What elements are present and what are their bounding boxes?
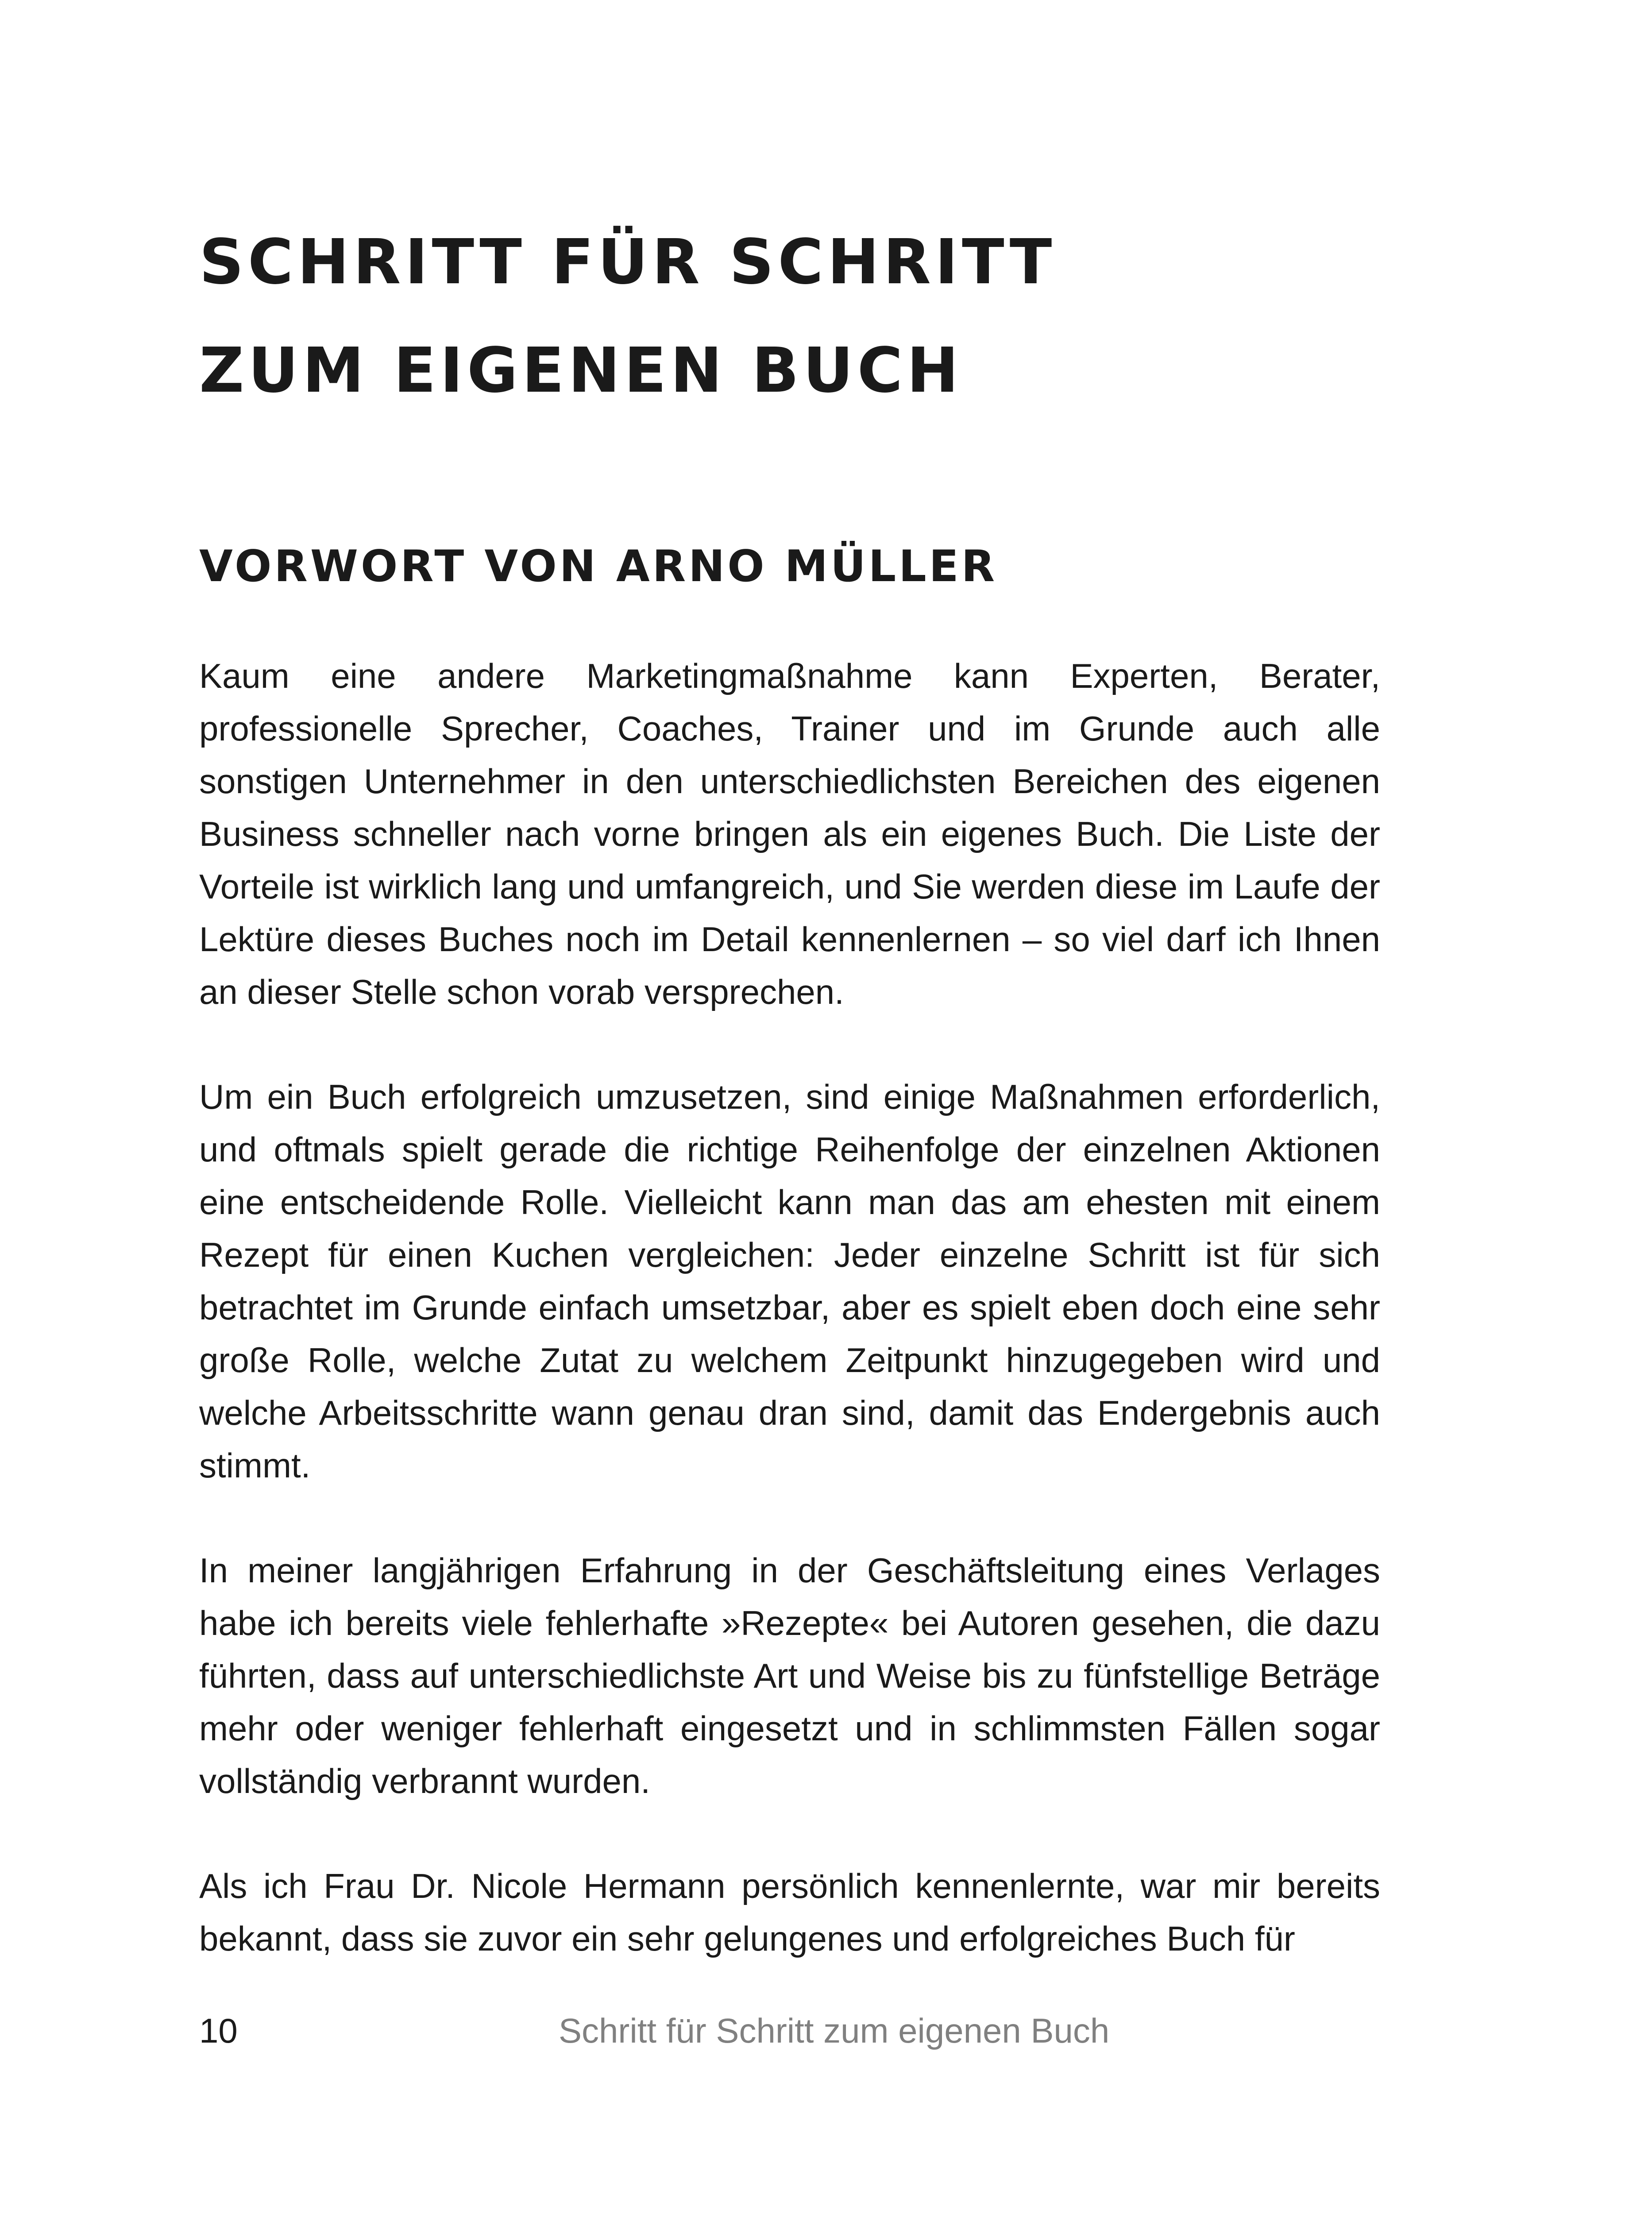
running-title: Schritt für Schritt zum eigenen Buch [559, 2011, 1110, 2050]
chapter-title [199, 208, 1483, 425]
page-number: 10 [199, 2011, 238, 2050]
paragraph-1: Kaum eine andere Marketingmaßnahme kann Experten, Berater, professionelle Sprecher, Coaches, Trainer und im Grunde auch alle sonstigen Unternehmer in den unterschiedlichsten Bereichen des eigenen Business schneller nach vorne bringen als ein eigenes Buch. Die Liste der Vorteile ist wirklich lang und umfangreich, und Sie werden diese im Laufe der Lektüre dieses Buches noch im Detail kennenlernen – so viel darf ich Ihnen an dieser Stelle schon vorab versprechen. [199, 656, 1380, 1011]
chapter-title-line-1: SCHRITT FÜR SCHRITT [199, 226, 1056, 298]
paragraph-3: In meiner langjährigen Erfahrung in der Geschäftsleitung eines Verlages habe ich bereits viele fehlerhafte »Rezepte« bei Autoren gesehen, die dazu führten, dass auf unterschiedlichste Art und Weise bis zu fünfstellige Beträge mehr oder weniger fehlerhaft eingesetzt und in schlimmsten Fällen sogar vollständig verbrannt wurden. [199, 1551, 1380, 1800]
paragraph-2: Um ein Buch erfolgreich umzusetzen, sind einige Maßnahmen erforderlich, und oftmals spielt gerade die richtige Reihenfolge der einzelnen Aktionen eine entscheidende Rolle. Vielleicht kann man das am ehesten mit einem Rezept für einen Kuchen vergleichen: Jeder einzelne Schritt ist für sich betrachtet im Grunde einfach umsetzbar, aber es spielt eben doch eine sehr große Rolle, welche Zutat zu welchem Zeitpunkt hinzugegeben wird und welche Arbeitsschritte wann genau dran sind, damit das Endergebnis auch stimmt. [199, 1077, 1380, 1485]
paragraph-4: Als ich Frau Dr. Nicole Hermann persönlich kennenlernte, war mir bereits bekannt, dass sie zuvor ein sehr gelungenes und erfolgreiches Buch für [199, 1866, 1380, 1958]
body-text [199, 650, 1380, 2017]
chapter-title-line-2: ZUM EIGENEN BUCH [199, 335, 963, 407]
section-heading: VORWORT VON ARNO MÜLLER [199, 541, 998, 592]
